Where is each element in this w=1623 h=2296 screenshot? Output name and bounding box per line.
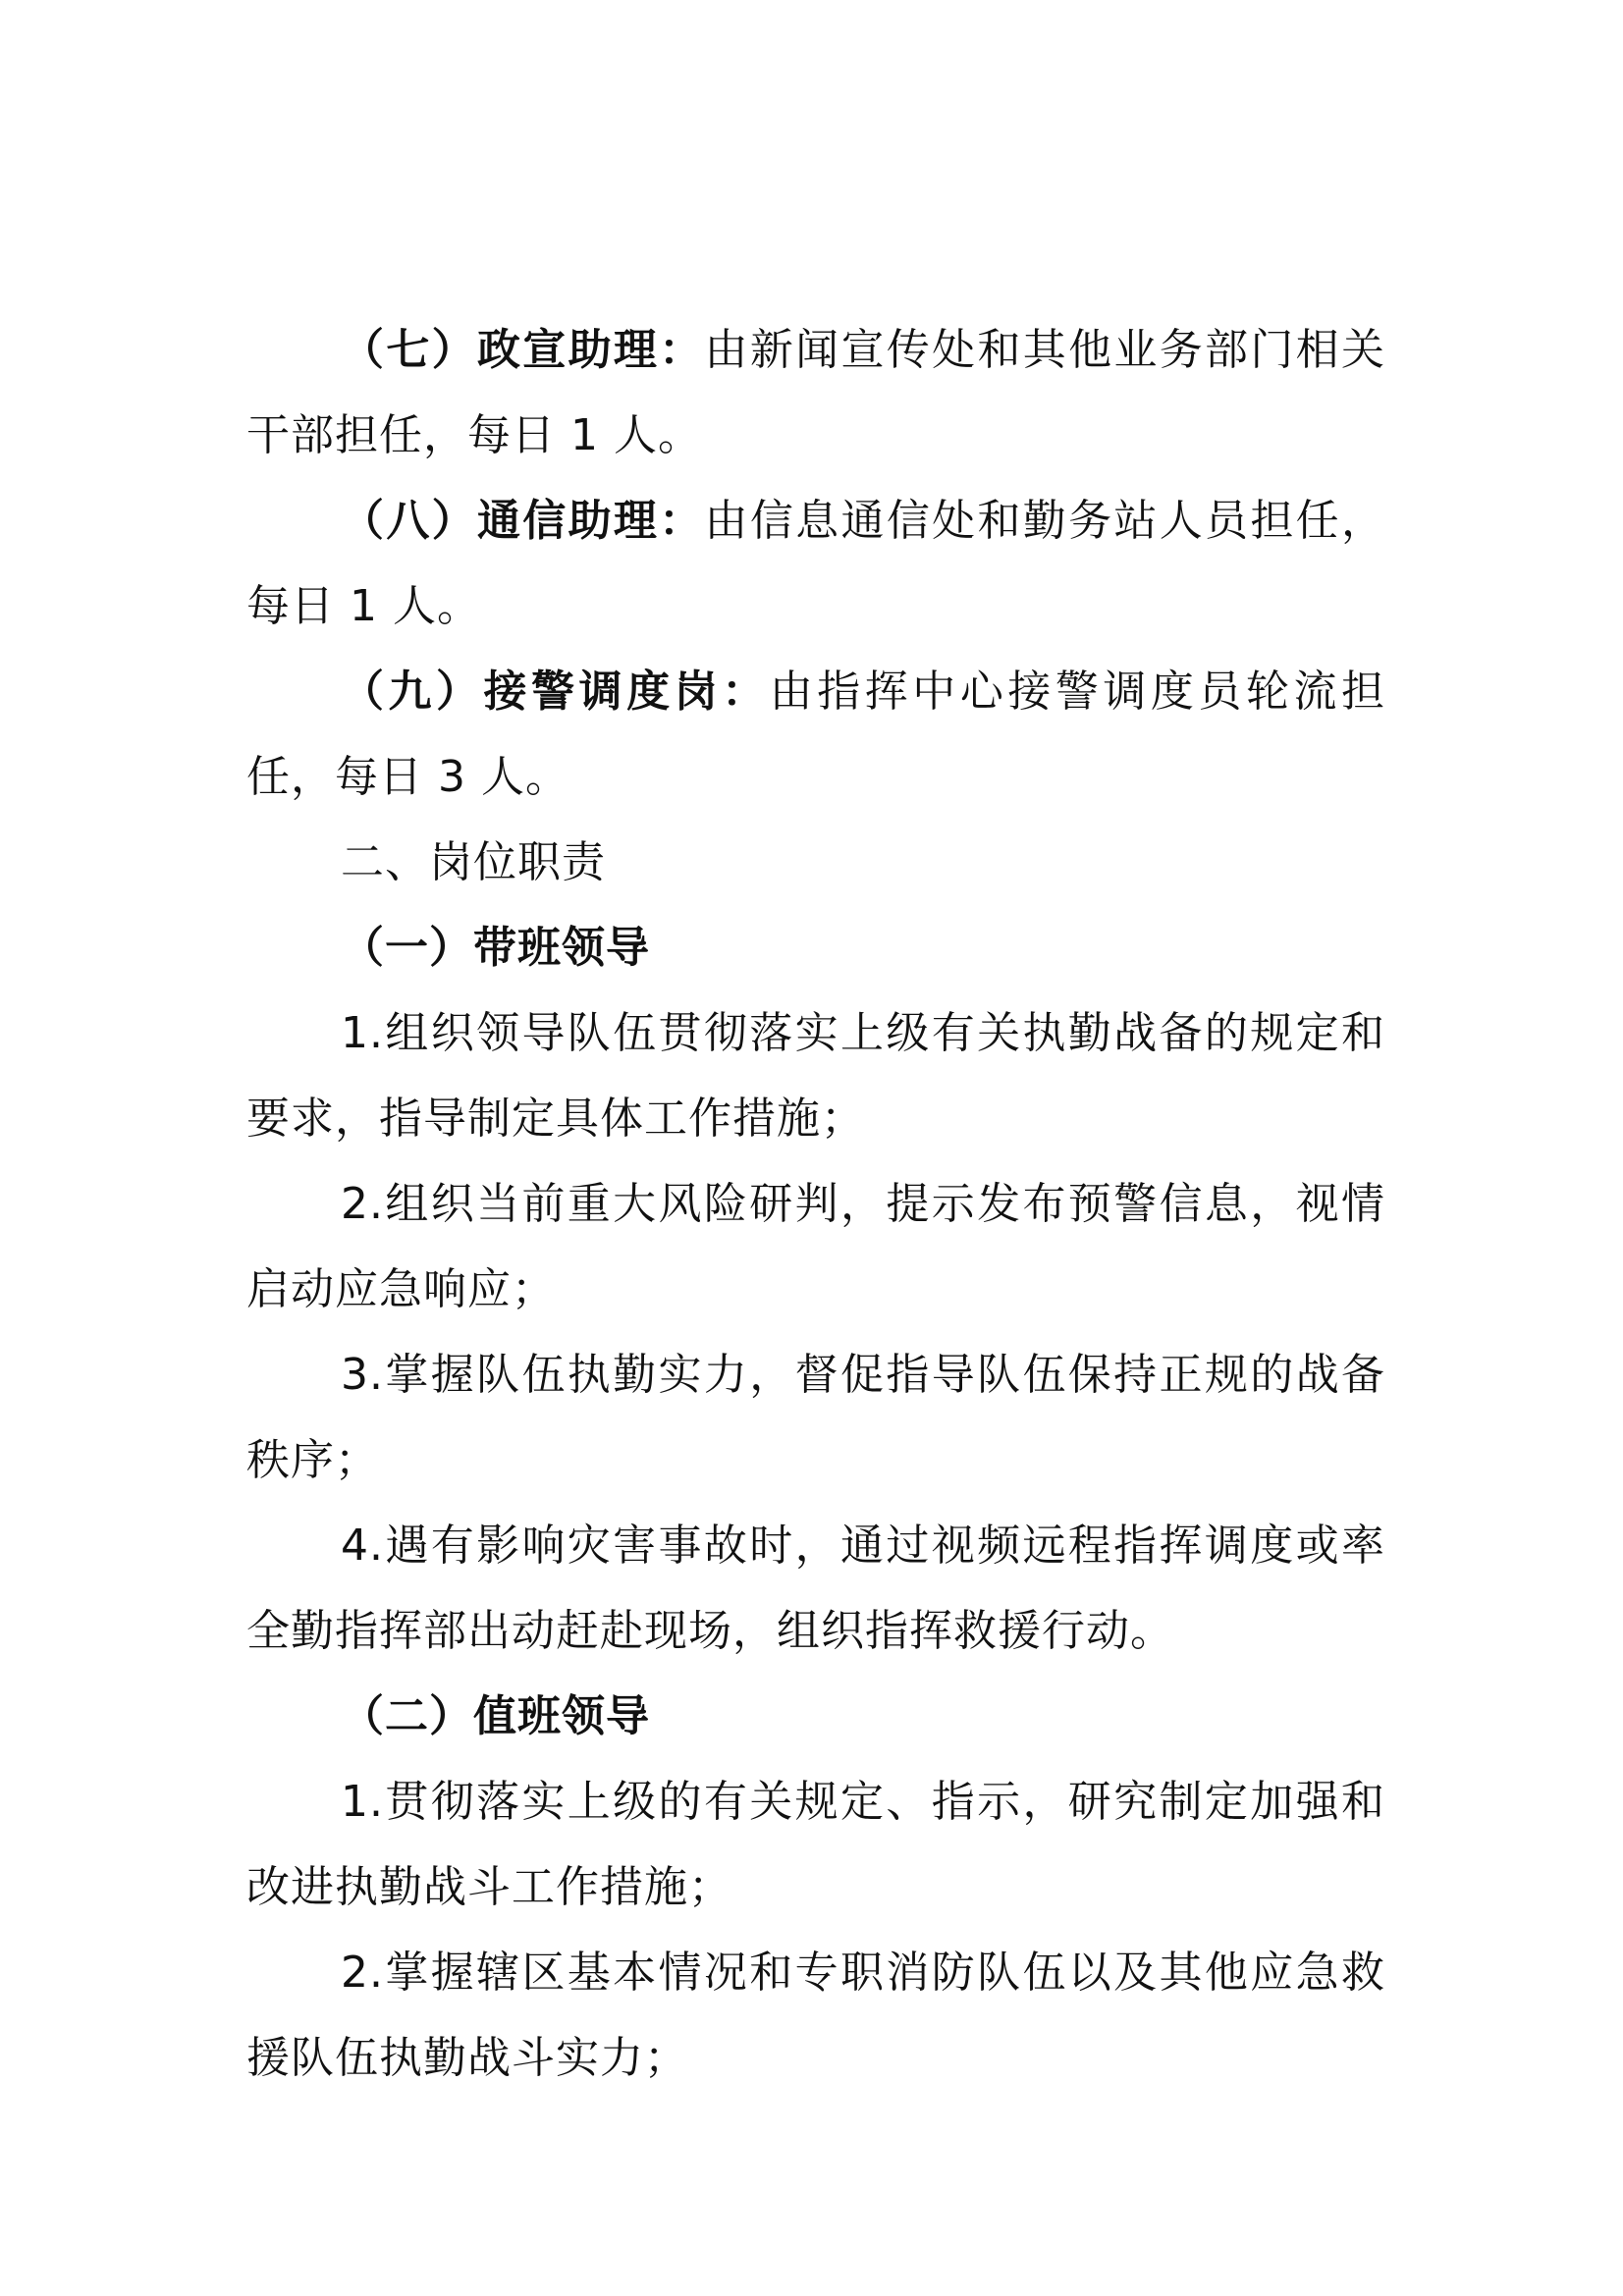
paragraph-communication-assistant: [246, 478, 1385, 649]
paragraph-dispatch-post: [246, 649, 1385, 820]
section-title: 二、岗位职责: [341, 837, 606, 887]
paragraph-heading: （七）政宣助理：: [341, 325, 705, 375]
paragraph-heading: （九）接警调度岗：: [341, 667, 770, 717]
list-item: 1.组织领导队伍贯彻落实上级有关执勤战备的规定和要求，指导制定具体工作措施；: [246, 1008, 1385, 1144]
document-body: [246, 307, 1385, 2101]
list-item: 2.组织当前重大风险研判，提示发布预警信息，视情启动应急响应；: [246, 1179, 1385, 1314]
list-item: 2.掌握辖区基本情况和专职消防队伍以及其他应急救援队伍执勤战斗实力；: [246, 1948, 1385, 2083]
paragraph-text: 由新闻宣传处和其他业务部门相关干部担任，每日 1 人。: [246, 325, 1386, 460]
paragraph-heading: （八）通信助理：: [341, 496, 705, 546]
list-item: 3.掌握队伍执勤实力，督促指导队伍保持正规的战备秩序；: [246, 1350, 1385, 1485]
paragraph-text: 由信息通信处和勤务站人员担任，每日 1 人。: [246, 496, 1386, 631]
paragraph-text: 由指挥中心接警调度员轮流担任，每日 3 人。: [246, 667, 1386, 802]
list-item: 1.贯彻落实上级的有关规定、指示，研究制定加强和改进执勤战斗工作措施；: [246, 1777, 1385, 1912]
list-item: 4.遇有影响灾害事故时，通过视频远程指挥调度或率全勤指挥部出动赶赴现场，组织指挥救援行动。: [246, 1521, 1385, 1656]
paragraph-zhengxuan-assistant: [246, 307, 1385, 478]
subsection-title-shift-leader: （一）带班领导: [341, 923, 650, 973]
subsection-title-duty-leader: （二）值班领导: [341, 1691, 650, 1741]
